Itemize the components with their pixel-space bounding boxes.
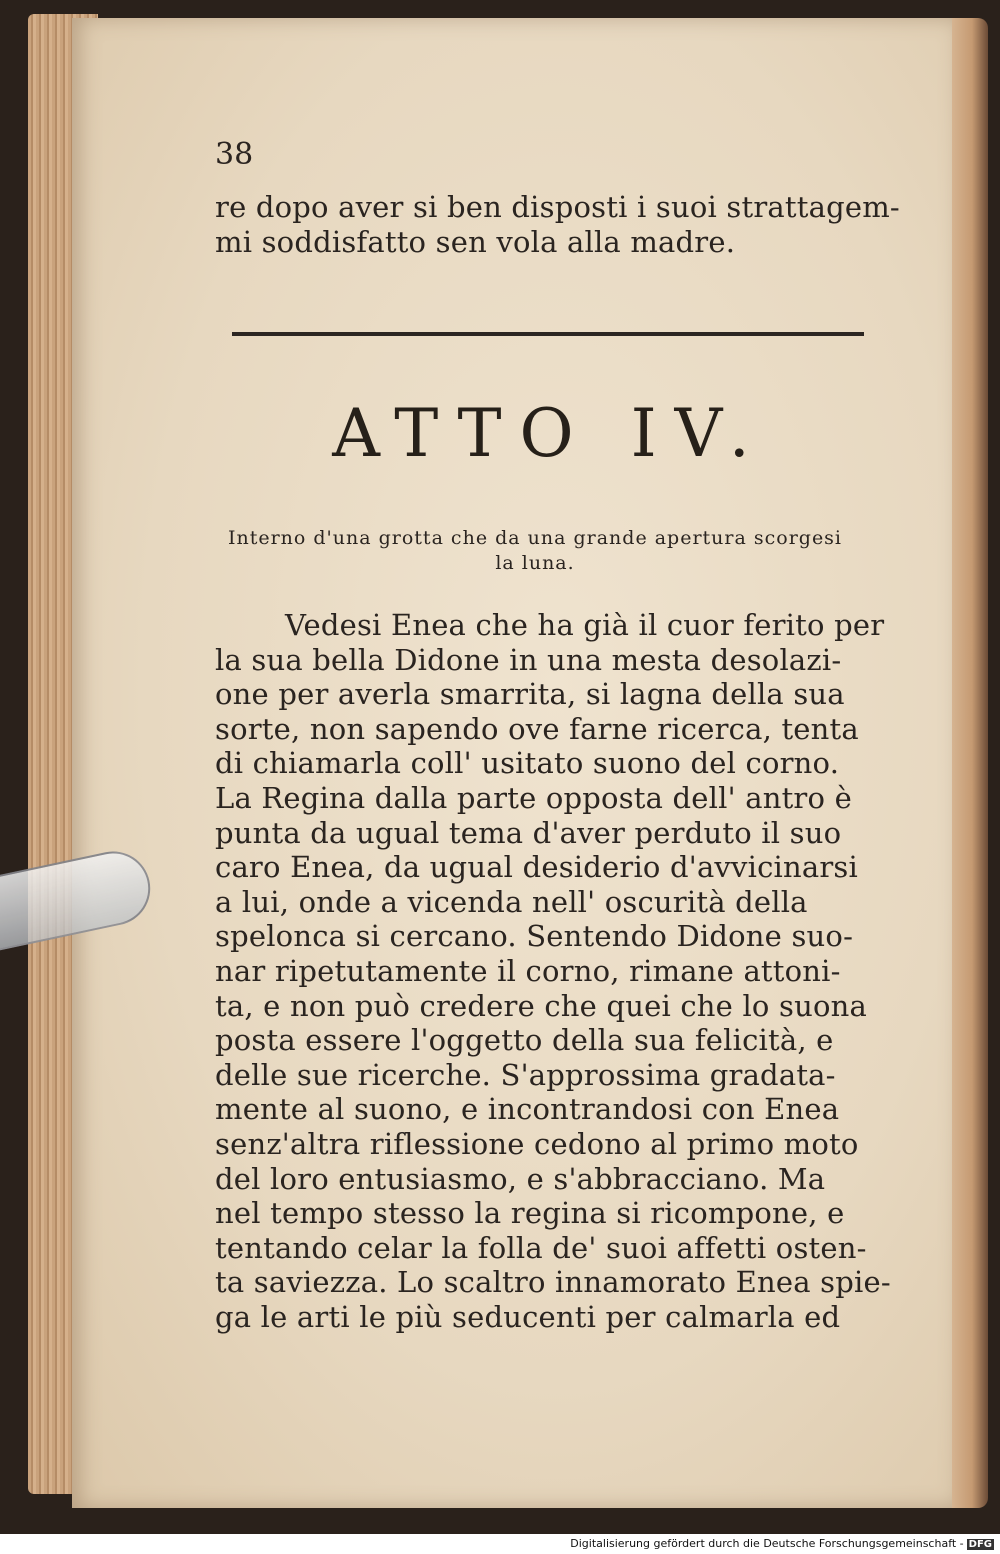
funding-credit: [570, 1537, 994, 1550]
body-line: ta, e non può credere che quei che lo suona: [215, 988, 867, 1023]
body-line: di chiamarla coll' usitato suono del corno.: [215, 746, 840, 781]
page-number: 38: [215, 137, 254, 172]
body-line: la sua bella Didone in una mesta desolazi-: [215, 642, 842, 677]
body-line: punta da ugual tema d'aver perduto il suo: [215, 815, 842, 850]
dfg-logo: DFG: [968, 1539, 992, 1550]
body-line: posta essere l'oggetto della sua felicità, e: [215, 1023, 834, 1058]
credit-text: Digitalisierung gefördert durch die Deutsche Forschungsgemeinschaft -: [570, 1537, 964, 1550]
body-line: caro Enea, da ugual desiderio d'avvicinarsi: [215, 850, 858, 885]
intro-line-1: re dopo aver si ben disposti i suoi strattagem-: [215, 190, 900, 224]
book-right-edge: [948, 18, 988, 1508]
body-line: del loro entusiasmo, e s'abbracciano. Ma: [215, 1161, 826, 1196]
scene-description-line-2: la luna.: [495, 552, 575, 574]
body-line: tentando celar la folla de' suoi affetti osten-: [215, 1230, 867, 1265]
act-title: ATTO IV.: [332, 395, 768, 472]
body-line: ga le arti le più seducenti per calmarla ed: [215, 1300, 841, 1334]
body-line: one per averla smarrita, si lagna della sua: [215, 677, 845, 712]
body-line: sorte, non sapendo ove farne ricerca, tenta: [215, 711, 859, 746]
body-line: ta saviezza. Lo scaltro innamorato Enea spie-: [215, 1265, 891, 1300]
body-line: Vedesi Enea che ha già il cuor ferito per: [285, 608, 885, 642]
body-line: La Regina dalla parte opposta dell' antro è: [215, 781, 852, 815]
body-line: spelonca si cercano. Sentendo Didone suo-: [215, 919, 854, 954]
body-line: a lui, onde a vicenda nell' oscurità della: [215, 884, 808, 919]
intro-line-2: mi soddisfatto sen vola alla madre.: [215, 225, 736, 259]
body-line: delle sue ricerche. S'approssima gradata-: [215, 1057, 836, 1092]
body-line: mente al suono, e incontrandosi con Enea: [215, 1092, 840, 1127]
body-line: nar ripetutamente il corno, rimane attoni-: [215, 954, 841, 988]
scene-description-line-1: Interno d'una grotta che da una grande apertura scorgesi: [227, 527, 843, 549]
body-line: senz'altra riflessione cedono al primo moto: [215, 1127, 859, 1161]
section-divider: [232, 332, 864, 336]
body-line: nel tempo stesso la regina si ricompone, e: [215, 1196, 845, 1231]
